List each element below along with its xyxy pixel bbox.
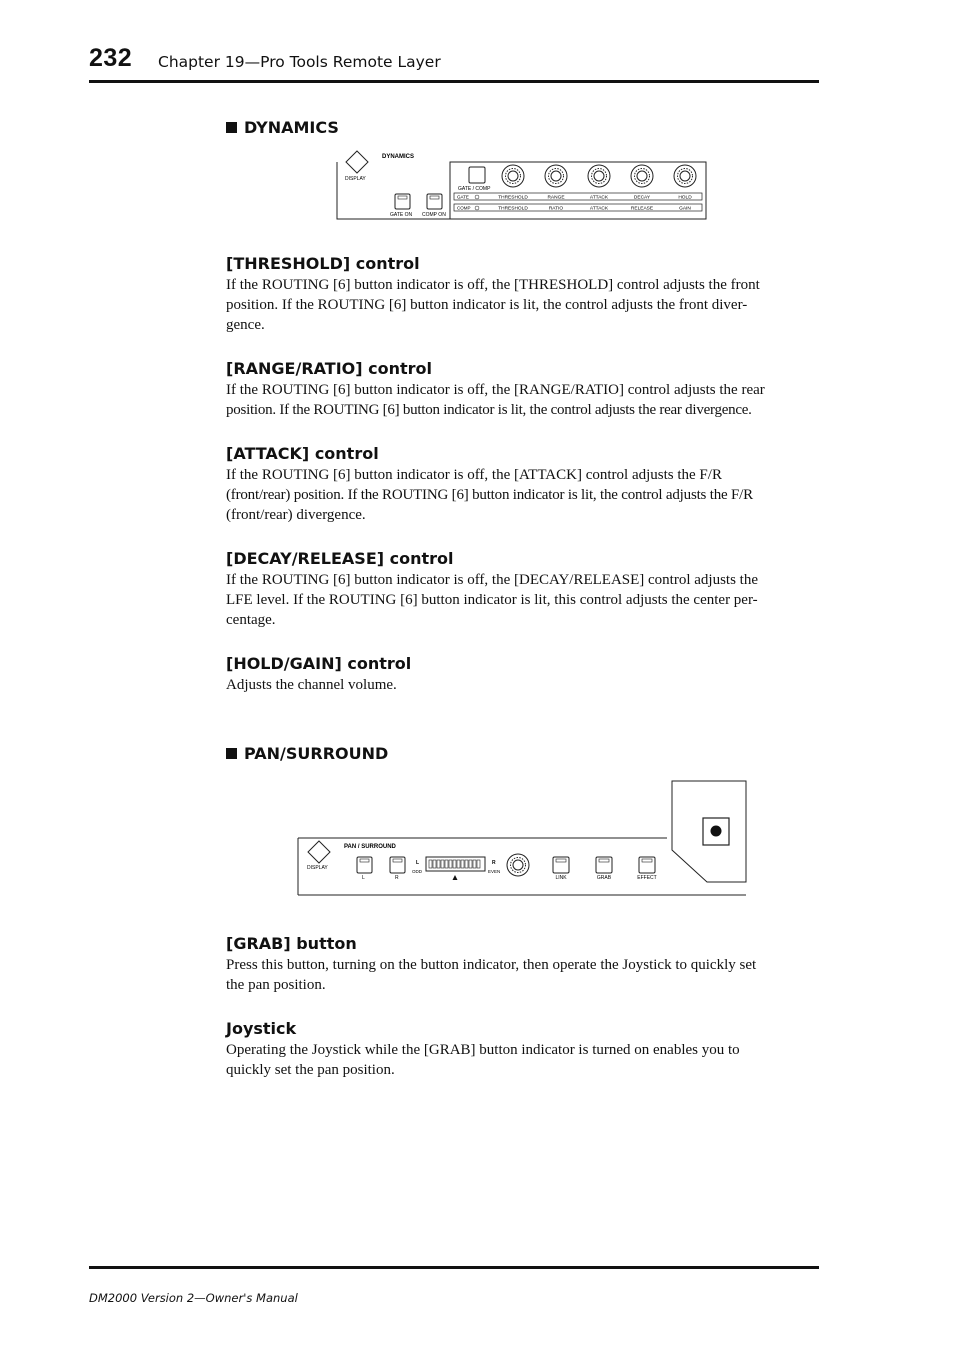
comp-led-icon	[475, 206, 479, 210]
link-label: LINK	[555, 875, 567, 881]
gate-row-item: HOLD	[678, 195, 692, 201]
gate-led-icon	[475, 195, 479, 199]
pan-surround-panel-label: PAN / SURROUND	[344, 844, 396, 850]
joystick-heading: Joystick	[226, 1019, 297, 1038]
l-button-label: L	[362, 875, 365, 881]
text-line: Press this button, turning on the button indicator, then operate the Joystick to quickly set	[226, 957, 757, 973]
gate-row-item: RANGE	[547, 195, 565, 201]
link-led-icon	[556, 859, 566, 862]
text-line: LFE level. If the ROUTING [6] button indicator is lit, this control adjusts the center per-	[226, 592, 758, 608]
dynamics-title-text: DYNAMICS	[244, 118, 339, 137]
grab-paragraph	[226, 955, 821, 995]
meter-l-label: L	[416, 860, 420, 866]
gate-comp-label: GATE / COMP	[458, 186, 491, 192]
comp-row-item: RATIO	[548, 206, 564, 212]
gate-comp-button[interactable]	[469, 167, 485, 183]
threshold-knob[interactable]	[502, 165, 524, 187]
decay-release-paragraph	[226, 570, 821, 630]
range-ratio-paragraph	[226, 380, 821, 420]
comp-row-item: ATTACK	[589, 206, 609, 212]
center-marker-icon	[453, 875, 458, 880]
r-button-label: R	[395, 875, 399, 881]
gate-row-item: ATTACK	[589, 195, 609, 201]
odd-label: ODD	[412, 869, 422, 874]
text-line: If the ROUTING [6] button indicator is off, the [DECAY/RELEASE] control adjusts the	[226, 572, 759, 588]
hold-gain-heading: [HOLD/GAIN] control	[226, 654, 412, 673]
footer-manual-title: DM2000 Version 2—Owner's Manual	[89, 1291, 298, 1305]
display-diamond-icon[interactable]	[308, 841, 330, 863]
comp-on-led-icon	[430, 196, 439, 199]
dynamics-section-title	[226, 118, 339, 137]
effect-led-icon	[642, 859, 652, 862]
pan-surround-panel-diagram	[296, 778, 750, 900]
text-line: Adjusts the channel volume.	[226, 677, 397, 693]
pan-section-title	[226, 744, 388, 763]
grab-label: GRAB	[596, 875, 612, 881]
comp-row-item: GAIN	[679, 206, 691, 212]
hold-gain-knob[interactable]	[674, 165, 696, 187]
text-line: If the ROUTING [6] button indicator is off, the [RANGE/RATIO] control adjusts the rear	[226, 382, 765, 398]
attack-paragraph	[226, 465, 821, 525]
comp-row-label: COMP	[457, 205, 471, 211]
text-line: the pan position.	[226, 977, 326, 993]
gate-on-label: GATE ON	[390, 212, 413, 218]
footer-rule	[89, 1266, 819, 1269]
decay-release-knob[interactable]	[631, 165, 653, 187]
chapter-title: Chapter 19—Pro Tools Remote Layer	[158, 53, 441, 71]
text-line: If the ROUTING [6] button indicator is off, the [ATTACK] control adjusts the F/R	[226, 467, 722, 483]
gate-on-led-icon	[398, 196, 407, 199]
range-ratio-heading: [RANGE/RATIO] control	[226, 359, 433, 378]
text-line: gence.	[226, 317, 265, 333]
range-ratio-knob[interactable]	[545, 165, 567, 187]
page-number: 232	[89, 44, 133, 72]
comp-row-item: THRESHOLD	[498, 206, 528, 212]
attack-heading: [ATTACK] control	[226, 444, 379, 463]
r-led-icon	[393, 859, 402, 862]
joystick-knob-icon	[711, 826, 722, 837]
even-label: EVEN	[488, 869, 501, 874]
dynamics-panel-diagram	[330, 146, 710, 224]
text-line: (front/rear) divergence.	[226, 507, 366, 523]
comp-on-label: COMP ON	[422, 212, 446, 218]
threshold-heading: [THRESHOLD] control	[226, 254, 420, 273]
gate-row-item: DECAY	[633, 195, 651, 201]
comp-row-item: RELEASE	[630, 206, 654, 212]
hold-gain-paragraph	[226, 675, 821, 695]
bullet-square-icon	[226, 748, 237, 759]
gate-row-item: THRESHOLD	[498, 195, 528, 201]
display-label: DISPLAY	[307, 865, 328, 871]
decay-release-heading: [DECAY/RELEASE] control	[226, 549, 454, 568]
text-line: Operating the Joystick while the [GRAB] button indicator is turned on enables you to	[226, 1042, 740, 1058]
joystick-paragraph	[226, 1040, 821, 1080]
display-label: DISPLAY	[345, 176, 366, 182]
l-led-icon	[360, 859, 369, 862]
pan-title-text: PAN/SURROUND	[244, 744, 389, 763]
attack-knob[interactable]	[588, 165, 610, 187]
dynamics-panel-label: DYNAMICS	[382, 154, 415, 160]
pan-knob[interactable]	[507, 854, 529, 876]
comp-label-row	[454, 204, 702, 211]
header-rule	[89, 80, 819, 83]
text-line: If the ROUTING [6] button indicator is off, the [THRESHOLD] control adjusts the front	[226, 277, 760, 293]
text-line: (front/rear) position. If the ROUTING [6] button indicator is lit, the control adjusts the F/R	[226, 487, 753, 503]
bullet-square-icon	[226, 122, 237, 133]
grab-heading: [GRAB] button	[226, 934, 357, 953]
threshold-paragraph	[226, 275, 821, 335]
text-line: centage.	[226, 612, 276, 628]
gate-label-row	[454, 193, 702, 200]
effect-label: EFFECT	[637, 875, 657, 881]
meter-r-label: R	[492, 860, 496, 866]
grab-led-icon	[599, 859, 609, 862]
text-line: position. If the ROUTING [6] button indicator is lit, the control adjusts the front diver-	[226, 297, 748, 313]
display-diamond-icon[interactable]	[346, 151, 368, 173]
text-line: quickly set the pan position.	[226, 1062, 395, 1078]
text-line: position. If the ROUTING [6] button indicator is lit, the control adjusts the rear divergence.	[226, 402, 752, 418]
gate-row-label: GATE	[457, 194, 469, 200]
